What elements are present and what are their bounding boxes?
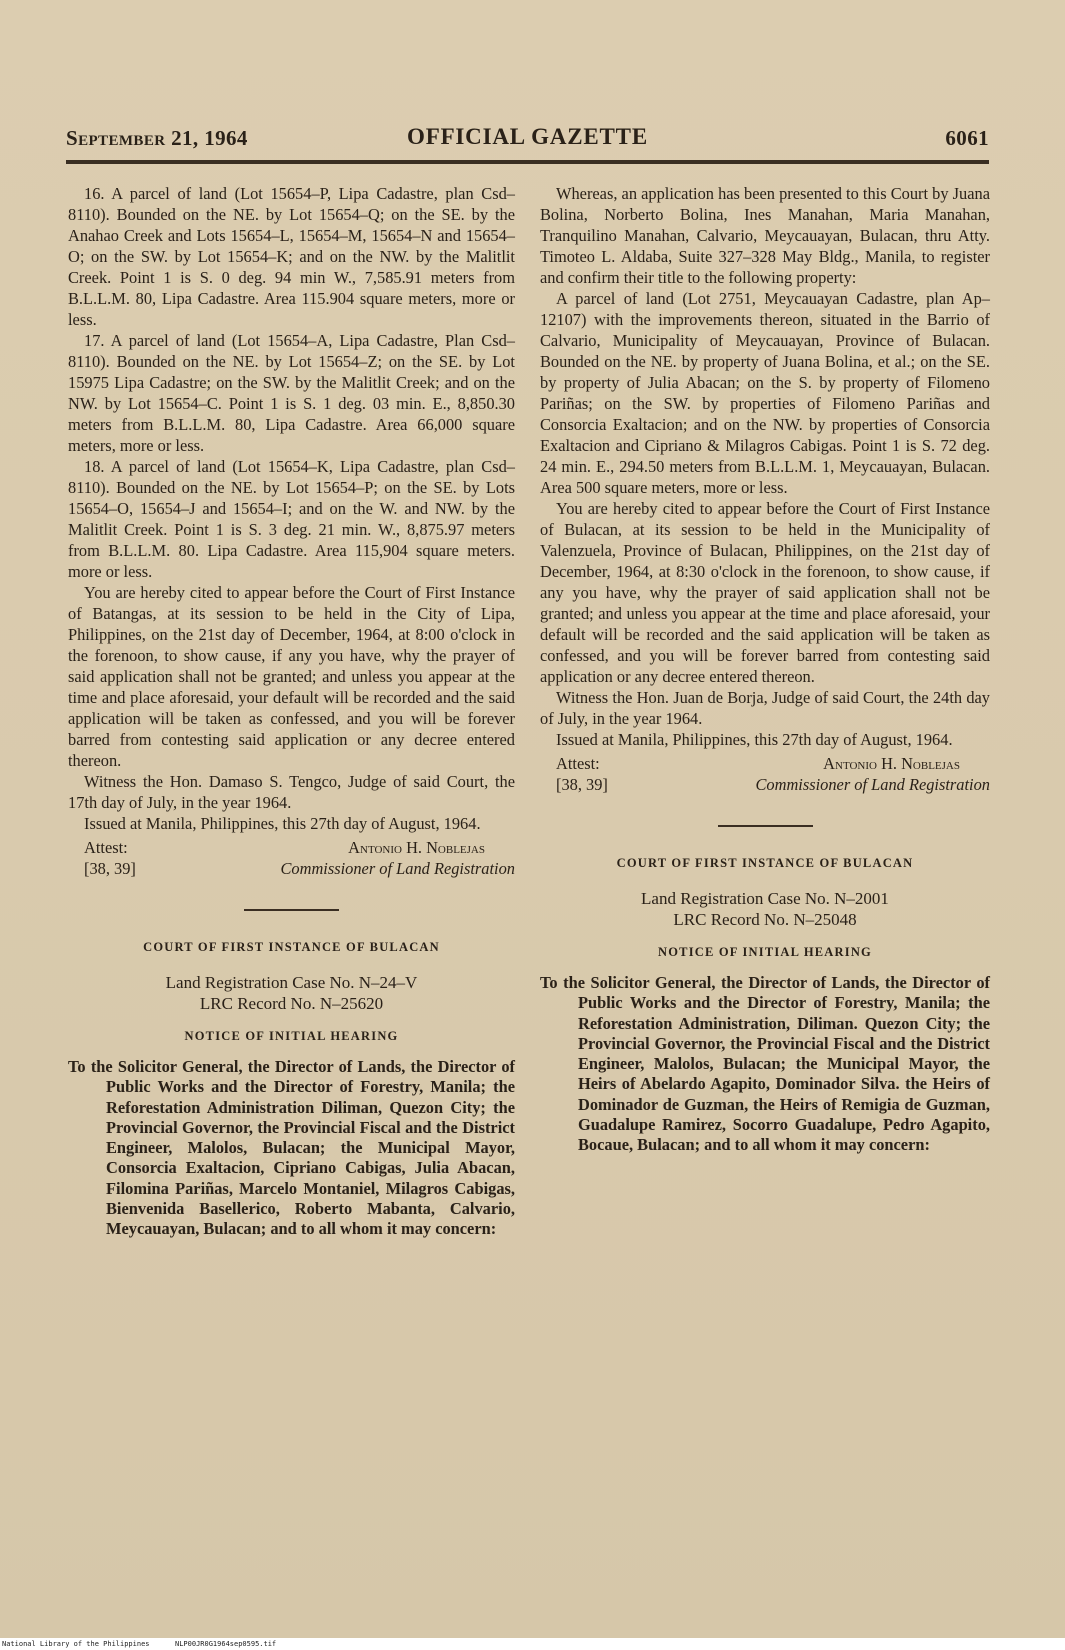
notice-heading: NOTICE OF INITIAL HEARING (658, 945, 872, 959)
right-column (540, 183, 990, 1156)
header-title: OFFICIAL GAZETTE (407, 124, 648, 149)
page-number: 6061 (945, 126, 989, 150)
record-number: LRC Record No. N–25620 (199, 994, 384, 1013)
paragraph-witness: Witness the Hon. Damaso S. Tengco, Judge of said Court, the 17th day of July, in the year 1964. (68, 772, 515, 812)
paragraph-lot-16: 16. A parcel of land (Lot 15654–P, Lipa Cadastre, plan Csd–8110). Bounded on the NE. by Lot 15654–Q; on the SE. by the Anahao Creek and Lots 15654–L, 15654–M, 15654–N and 15654–O; on the SW. by Lot 15654–K; and on the NW. by the Malitlit Creek. Point 1 is S. 0 deg. 94 min W., 7,585.91 meters from B.L.L.M. 80, Lipa Cadastre. Area 115.904 square meters, more or less. (68, 184, 515, 329)
addressee-paragraph: To the Solicitor General, the Director of Lands, the Director of Public Works and the Director of Forestry, Manila; the Reforestation Administration, Diliman. Quezon City; the Provincial Governor, the Provincial Fiscal and the District Engineer, Malolos, Bulacan; the Municipal Mayor, the Heirs of Abelardo Agapito, Dominador Silva. the Heirs of Dominador de Guzman, the Heirs of Remigia de Guzman, Guadalupe Ramirez, Socorro Guadalupe, Pedro Agapito, Bocaue, Bulacan; and to all whom it may concern: (540, 973, 990, 1155)
paragraph-lot-2751: A parcel of land (Lot 2751, Meycauayan Cadastre, plan Ap–12107) with the improvements thereon, situated in the Barrio of Calvario, Municipality of Meycauayan, Province of Bulacan. Bounded on the NE. by property of Juana Bolina, et al.; on the SE. by property of Julia Abacan; on the S. by property of Filomeno Pariñas; on the SW. by properties of Filomeno Pariñas and Consorcia Exaltacion; and on the NW. by properties of Consorcia Exaltacion and Cipriano & Milagros Cabigas. Point 1 is S. 72 deg. 24 min. E., 294.50 meters from B.L.L.M. 1, Meycauayan, Bulacan. Area 500 square meters, more or less. (540, 289, 990, 497)
paragraph-issued: Issued at Manila, Philippines, this 27th day of August, 1964. (556, 730, 953, 749)
attest-code: [38, 39] (84, 859, 136, 878)
paragraph-whereas: Whereas, an application has been presented to this Court by Juana Bolina, Norberto Bolina, Ines Manahan, Maria Manahan, Tranquilino Manahan, Calvario, Meycauayan, Bulacan, thru Atty. Timoteo L. Aldaba, Suite 327–328 May Bldg., Manila, to register and confirm their title to the following property: (540, 184, 990, 287)
paragraph-lot-18: 18. A parcel of land (Lot 15654–K, Lipa Cadastre, plan Csd–8110). Bounded on the NE. by Lot 15654–P; on the SE. by Lots 15654–O, 15654–J and 15654–I; and on the W. and NW. by the Malitlit Creek. Point 1 is S. 3 deg. 21 min. W., 8,875.97 meters from B.L.L.M. 80. Lipa Cadastre. Area 115,904 square meters. more or less. (68, 457, 515, 581)
paragraph-lot-17: 17. A parcel of land (Lot 15654–A, Lipa Cadastre, Plan Csd–8110). Bounded on the NE. by Lot 15654–Z; on the SE. by Lot 15975 Lipa Cadastre; on the SW. by the Malitlit Creek; and on the NW. by Lot 15654–C. Point 1 is S. 1 deg. 03 min. E., 8,850.30 meters from B.L.L.M. 80, Lipa Cadastre. Area 66,000 square meters, more or less. (68, 331, 515, 455)
paragraph-citation: You are hereby cited to appear before the Court of First Instance of Bulacan, at its session to be held in the Municipality of Valenzuela, Province of Bulacan, Philippines, on the 21st day of December, 1964, at 8:30 o'clock in the forenoon, to show cause, if any you have, why the prayer of said application shall not be granted; and unless you appear at the time and place aforesaid, your default will be recorded and the said application will be taken as confessed, and you will be forever barred from contesting said application or any decree entered thereon. (540, 499, 990, 686)
attest-block (68, 837, 515, 879)
record-number: LRC Record No. N–25048 (673, 910, 857, 929)
attest-code: [38, 39] (556, 775, 608, 794)
attest-name: Antonio H. Noblejas (348, 838, 485, 857)
paragraph-witness: Witness the Hon. Juan de Borja, Judge of said Court, the 24th day of July, in the year 1964. (540, 688, 990, 728)
footer-filename: NLP00JR0G1964sep0595.tif (175, 1640, 277, 1648)
attest-label: Attest: (556, 754, 600, 773)
left-column (68, 183, 515, 1240)
attest-role: Commissioner of Land Registration (280, 859, 515, 878)
attest-label: Attest: (84, 838, 128, 857)
court-heading: COURT OF FIRST INSTANCE OF BULACAN (143, 940, 440, 954)
footer-library: National Library of the Philippines (2, 1640, 150, 1648)
case-number: Land Registration Case No. N–24–V (165, 973, 418, 992)
header-date: September 21, 1964 (66, 126, 248, 150)
case-number: Land Registration Case No. N–2001 (641, 889, 889, 908)
page-header (66, 122, 989, 152)
paragraph-issued: Issued at Manila, Philippines, this 27th day of August, 1964. (84, 814, 481, 833)
attest-block (540, 753, 990, 795)
header-rule (66, 160, 989, 164)
paragraph-citation: You are hereby cited to appear before the Court of First Instance of Batangas, at its session to be held in the City of Lipa, Philippines, on the 21st day of December, 1964, at 8:00 o'clock in the forenoon, to show cause, if any you have, why the prayer of said application shall not be granted; and unless you appear at the time and place aforesaid, your default will be recorded and the said application will be taken as confessed, and you will be forever barred from contesting said application or any decree entered thereon. (68, 583, 515, 770)
section-divider (718, 825, 813, 827)
court-heading: COURT OF FIRST INSTANCE OF BULACAN (616, 856, 914, 870)
scan-footer (0, 1638, 1065, 1650)
attest-name: Antonio H. Noblejas (823, 754, 960, 773)
addressee-paragraph: To the Solicitor General, the Director of Lands, the Director of Public Works and the Director of Forestry, Manila; the Reforestation Administration Diliman, Quezon City; the Provincial Governor, the Provincial Fiscal and the District Engineer, Malolos, Bulacan; the Municipal Mayor, Consorcia Exaltacion, Cipriano Cabigas, Julia Abacan, Filomina Pariñas, Marcelo Montaniel, Milagros Cabigas, Bienvenida Basellerico, Roberto Mabanta, Calvario, Meycauayan, Bulacan; and to all whom it may concern: (68, 1057, 515, 1239)
notice-heading: NOTICE OF INITIAL HEARING (184, 1029, 399, 1043)
section-divider (244, 909, 339, 911)
attest-role: Commissioner of Land Registration (755, 775, 990, 794)
